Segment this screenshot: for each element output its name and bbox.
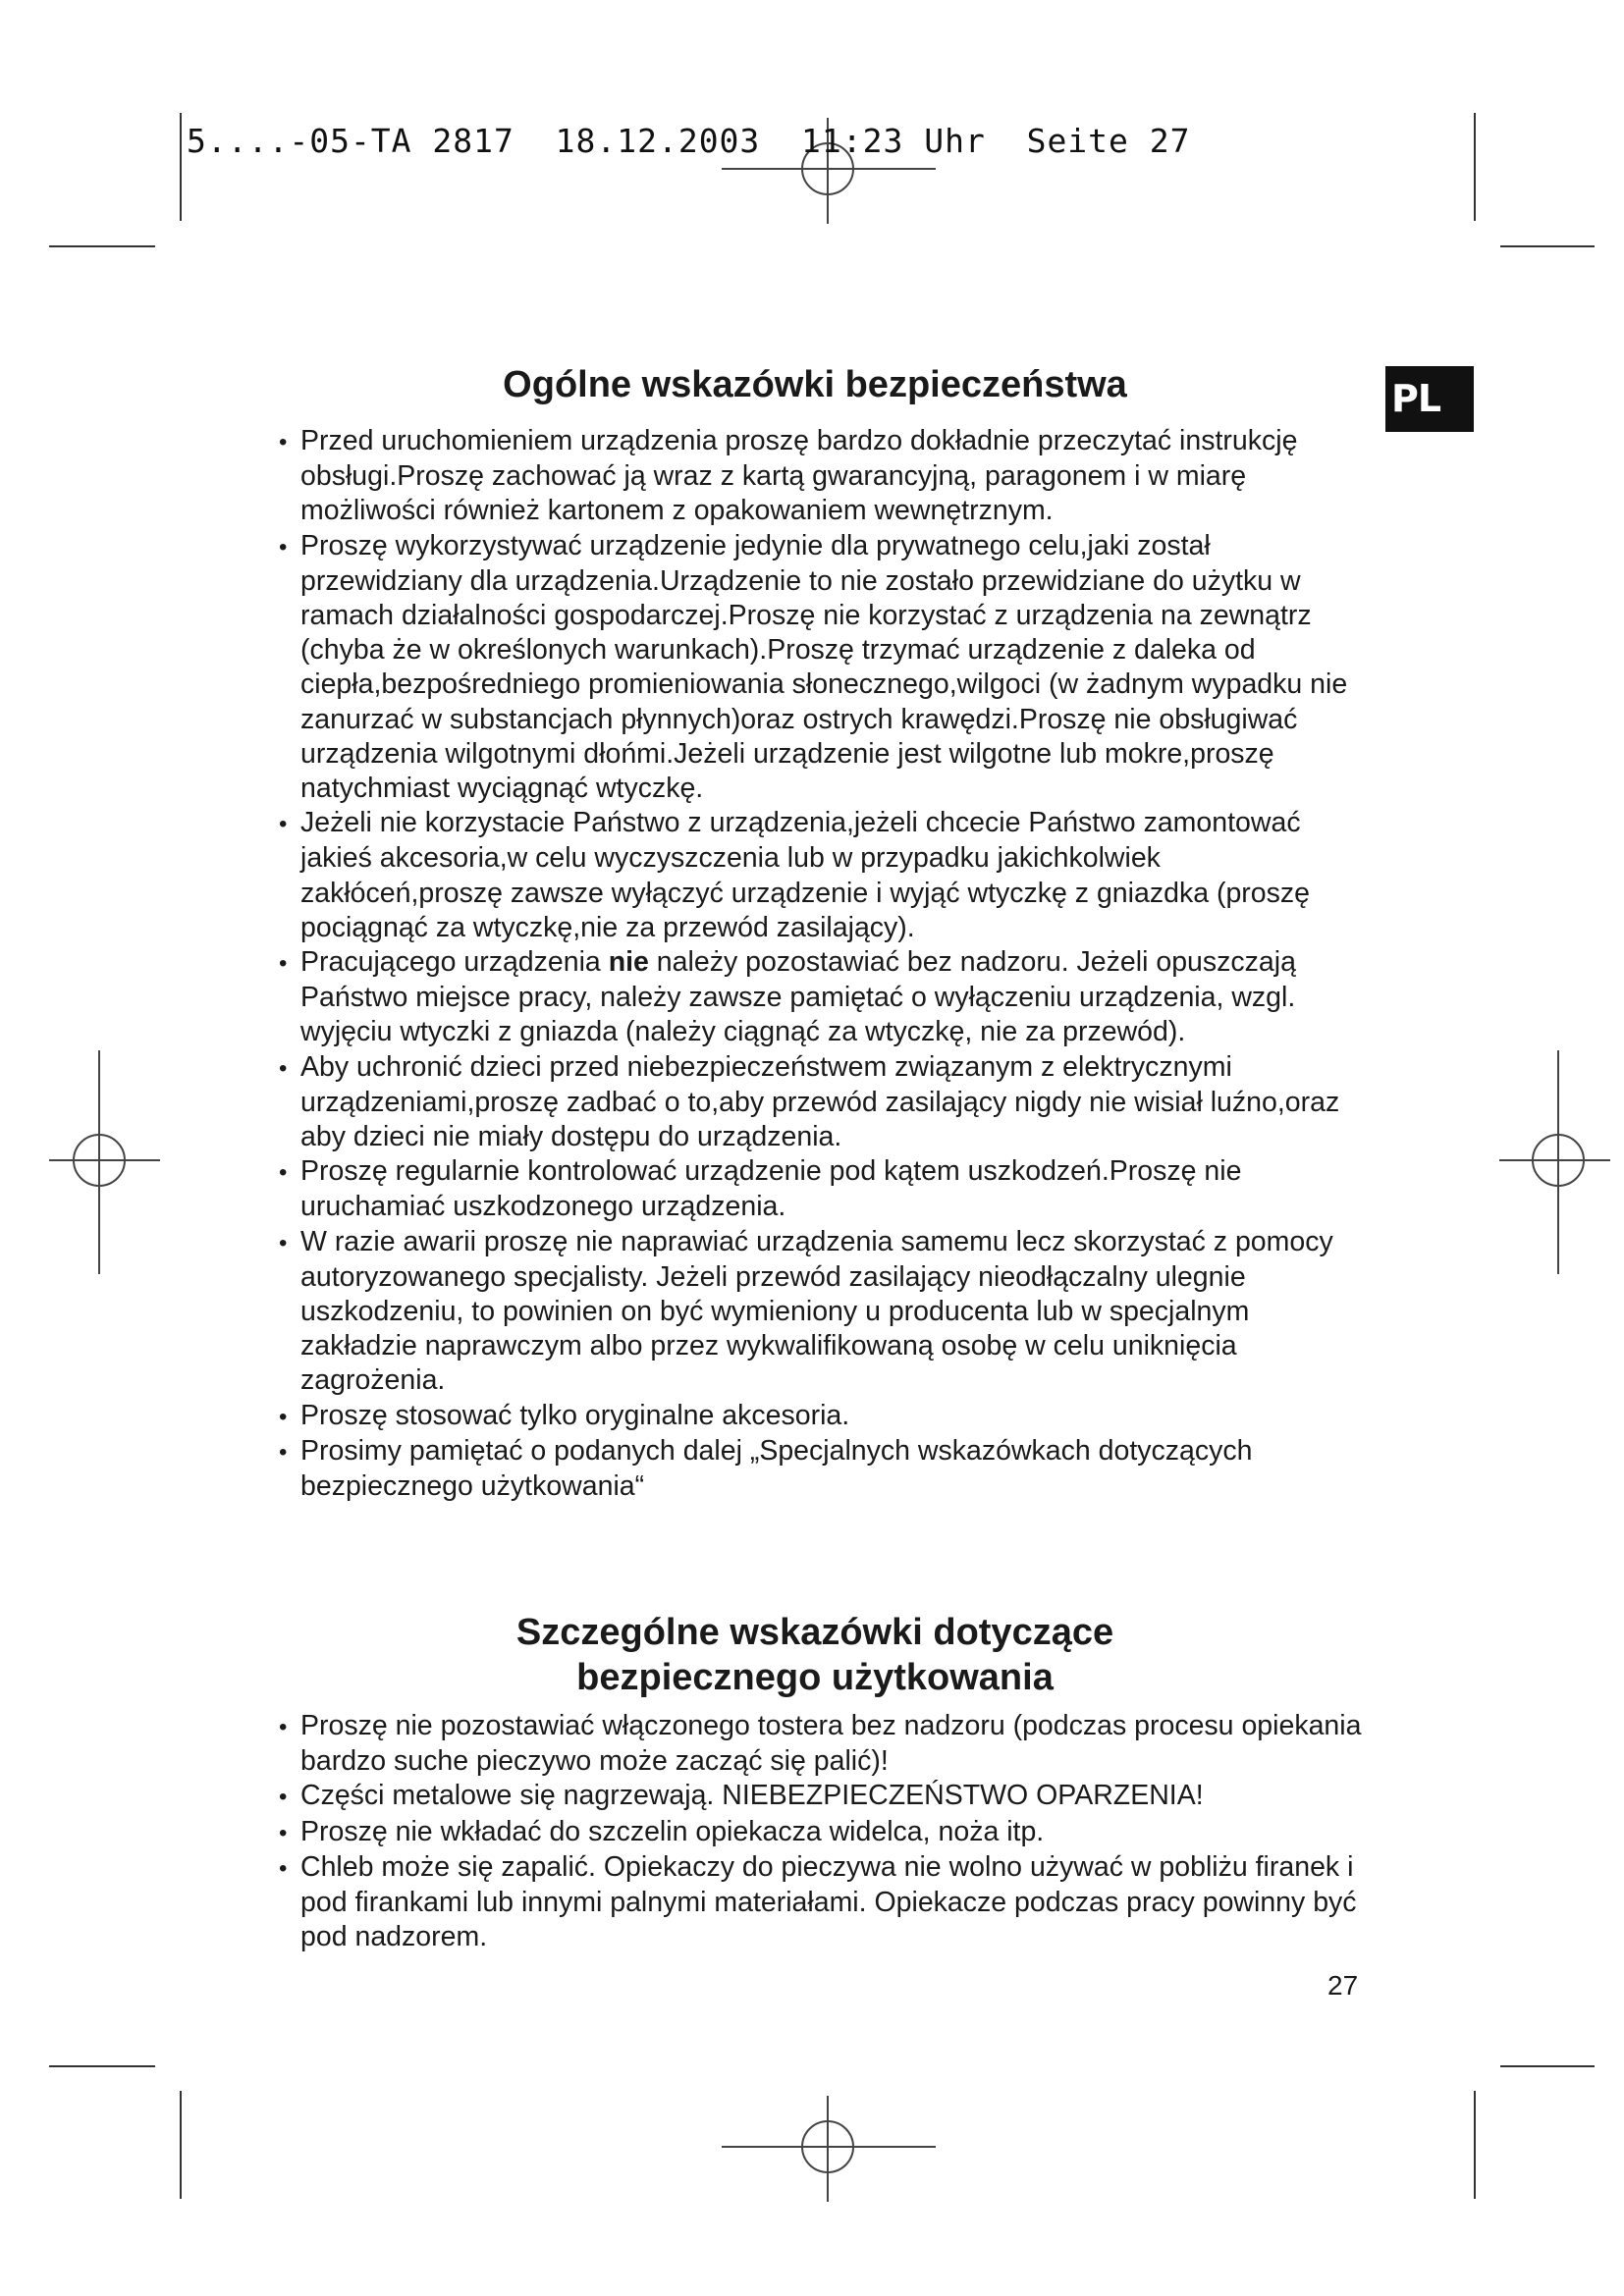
crop-mark-bottom-left <box>180 2091 182 2199</box>
section-title-line-2: bezpiecznego użytkowania <box>576 1657 1054 1698</box>
section-title-general-safety: Ogólne wskazówki bezpieczeństwa <box>503 364 1127 405</box>
list-item: • Chleb może się zapalić. Opiekaczy do pieczywa nie wolno używać w pobliżu firanek i pod firankami lub innymi palnymi materiałami. Opiekacze podczas pracy powinny być pod nadzorem. <box>265 1850 1365 1955</box>
list-item-supervision <box>265 945 1365 1050</box>
print-slug: 5....-05-TA 2817 18.12.2003 11:23 Uhr Seite 27 <box>187 122 1191 160</box>
crop-mark-left-top <box>49 245 155 247</box>
registration-mark-bottom-icon <box>722 2096 938 2204</box>
list-item: • Proszę wykorzystywać urządzenie jedynie dla prywatnego celu,jaki został przewidziany dla urządzenia.Urządzenie to nie zostało przewidziane do użytku w ramach działalności gospodarczej.Proszę nie korzystać z urządzenia na zewnątrz (chyba że w określonych warunkach).Proszę trzymać urządzenie z daleka od ciepła,bezpośredniego promieniowania słonecznego,wilgoci (w żadnym wypadku nie zanurzać w substancjach płynnych)oraz ostrych krawędzi.Proszę nie obsługiwać urządzenia wilgotnymi dłońmi.Jeżeli urządzenie jest wilgotne lub mokre,proszę natychmiast wyciągnąć wtyczkę. <box>265 529 1365 807</box>
supervision-text-before: Pracującego urządzenia <box>300 946 609 979</box>
language-tab: PL <box>1385 366 1474 432</box>
list-item: • Prosimy pamiętać o podanych dalej „Specjalnych wskazówkach dotyczących bezpiecznego użytkowania“ <box>265 1434 1365 1504</box>
special-safety-list <box>265 1709 1365 1954</box>
list-item: • Proszę stosować tylko oryginalne akcesoria. <box>265 1399 1365 1434</box>
list-item: • W razie awarii proszę nie naprawiać urządzenia samemu lecz skorzystać z pomocy autoryzowanego specjalisty. Jeżeli przewód zasilający nieodłączalny ulegnie uszkodzeniu, to powinien on być wymieniony u producenta lub w specjalnym zakładzie naprawczym albo przez wykwalifikowaną osobę w celu uniknięcia zagrożenia. <box>265 1225 1365 1399</box>
crop-mark-right-bottom <box>1500 2065 1595 2067</box>
crop-mark-top-right <box>1474 113 1476 221</box>
list-item: • Proszę nie pozostawiać włączonego tostera bez nadzoru (podczas procesu opiekania bardzo suche pieczywo może zacząć się palić)! <box>265 1709 1365 1779</box>
list-item: • Aby uchronić dzieci przed niebezpieczeństwem związanym z elektrycznymi urządzeniami,proszę zadbać o to,aby przewód zasilający nigdy nie wisiał luźno,oraz aby dzieci nie miały dostępu do urządzenia. <box>265 1050 1365 1155</box>
list-item: • Jeżeli nie korzystacie Państwo z urządzenia,jeżeli chcecie Państwo zamontować jakieś akcesoria,w celu wyczyszczenia lub w przypadku jakichkolwiek zakłóceń,proszę zawsze wyłączyć urządzenie i wyjąć wtyczkę z gniazdka (proszę pociągnąć za wtyczkę,nie za przewód zasilający). <box>265 806 1365 945</box>
section-title-line-1: Szczególne wskazówki dotyczące <box>515 1612 1114 1653</box>
list-item: • Proszę nie wkładać do szczelin opiekacza widelca, noża itp. <box>265 1815 1365 1850</box>
crop-mark-left-bottom <box>49 2065 155 2067</box>
registration-mark-left-icon <box>44 1050 162 1276</box>
page-number: 27 <box>1327 1970 1359 2001</box>
list-item: • Proszę regularnie kontrolować urządzenie pod kątem uszkodzeń.Proszę nie uruchamiać uszkodzonego urządzenia. <box>265 1154 1365 1224</box>
general-safety-list <box>265 424 1365 1504</box>
crop-mark-right-top <box>1500 245 1595 247</box>
list-item: • Przed uruchomieniem urządzenia proszę bardzo dokładnie przeczytać instrukcję obsługi.Proszę zachować ją wraz z kartą gwarancyjną, paragonem i w miarę możliwości również kartonem z opakowaniem wewnętrznym. <box>265 424 1365 529</box>
list-item: • Części metalowe się nagrzewają. NIEBEZPIECZEŃSTWO OPARZENIA! <box>265 1779 1365 1814</box>
section-title-special-safety <box>265 1610 1365 1700</box>
supervision-emphasis: nie <box>608 946 649 979</box>
supervision-text-after: należy pozostawiać bez nadzoru. Jeżeli opuszczają Państwo miejsce pracy, należy zawsze pamiętać o wyłączeniu urządzenia, wzgl. wyjęciu wtyczki z gniazda (należy ciągnąć za wtyczkę, nie za przewód). <box>300 946 1296 1048</box>
crop-mark-bottom-right <box>1474 2091 1476 2199</box>
crop-mark-top-left <box>180 113 182 221</box>
registration-mark-right-icon <box>1497 1050 1615 1276</box>
